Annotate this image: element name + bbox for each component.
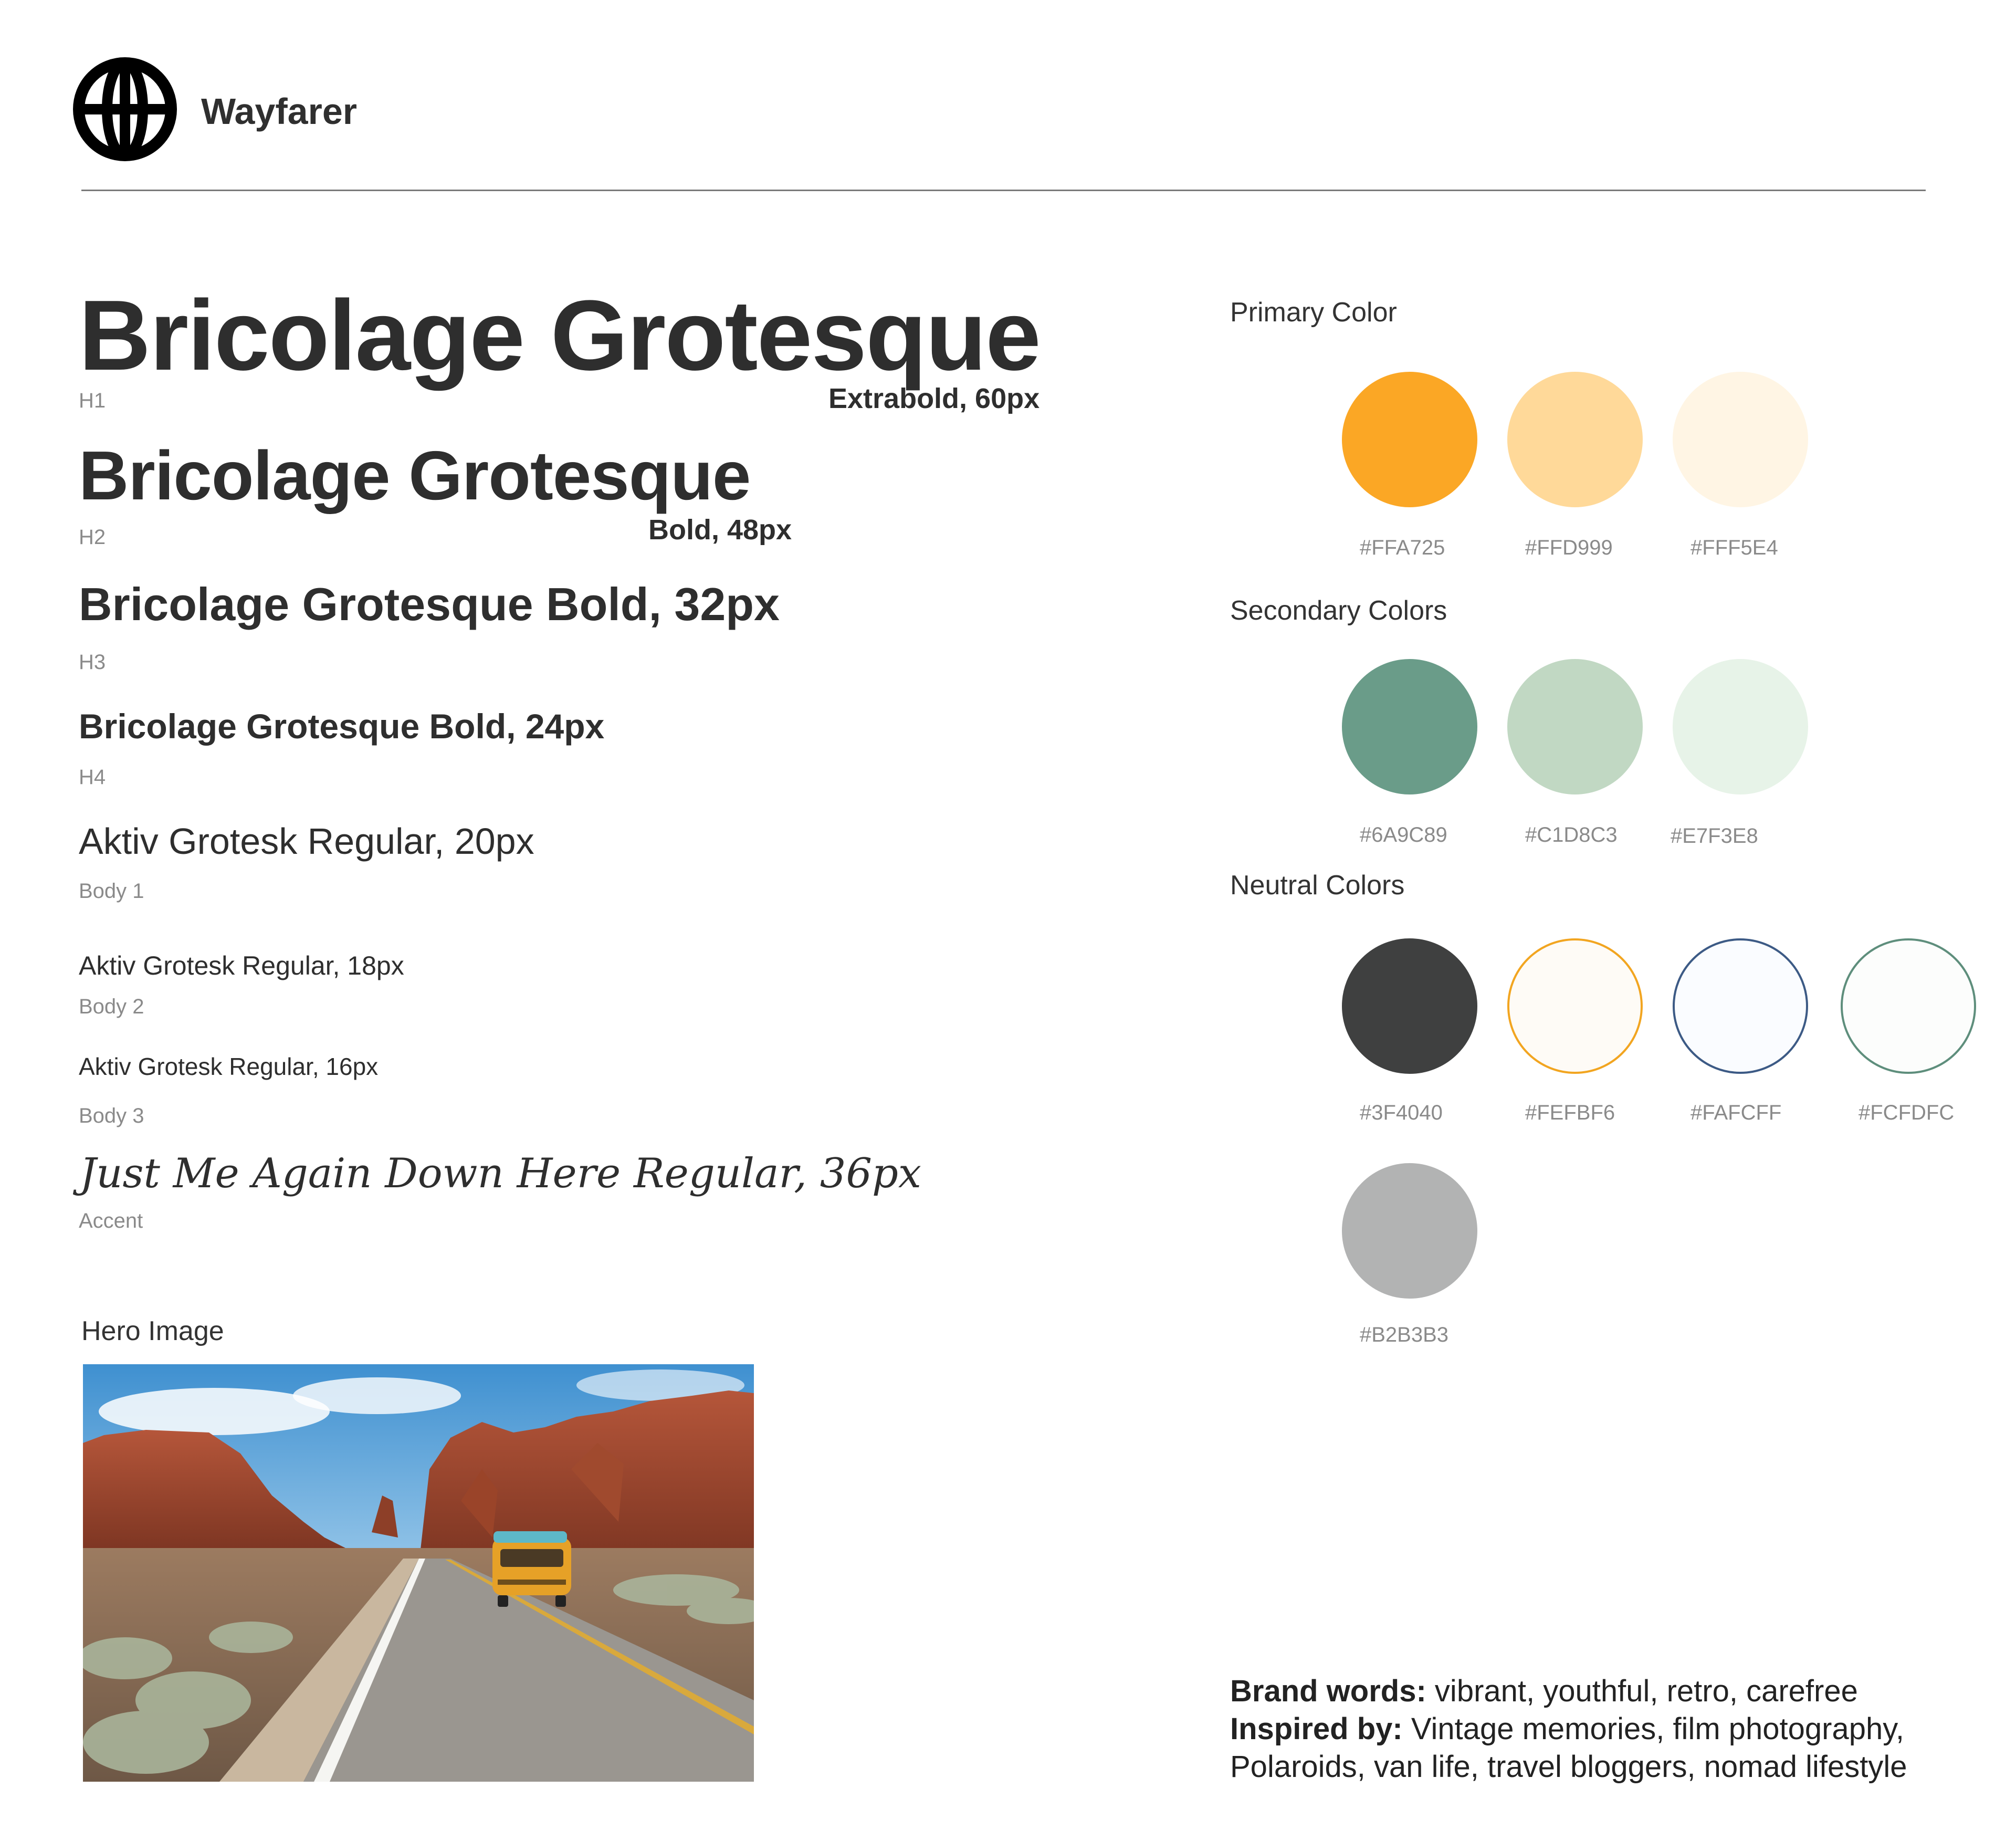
- h2-spec: Bold, 48px: [648, 514, 792, 546]
- brand-name: Wayfarer: [201, 91, 357, 132]
- hero-image: [83, 1364, 754, 1782]
- inspired-by-label: Inspired by:: [1230, 1712, 1403, 1746]
- accent-sample: Just Me Again Down Here Regular, 36px: [80, 1150, 921, 1197]
- hex-secondary-3: #E7F3E8: [1671, 824, 1758, 848]
- swatch-primary-2: [1507, 372, 1643, 507]
- swatch-neutral-2: [1507, 938, 1643, 1074]
- swatch-secondary-2: [1507, 659, 1643, 794]
- swatch-neutral-1: [1342, 938, 1477, 1074]
- brand-words-value: vibrant, youthful, retro, carefree: [1426, 1674, 1858, 1708]
- h1-sample: Bricolage Grotesque: [79, 280, 1040, 391]
- hex-primary-1: #FFA725: [1360, 536, 1445, 559]
- hex-neutral-1: #3F4040: [1360, 1101, 1443, 1124]
- inspired-by-value: Vintage memories, film photography, Polaroids, van life, travel bloggers, nomad lifestyle: [1230, 1712, 1907, 1784]
- brand-words-line: [1230, 1672, 1986, 1710]
- h3-sample: Bricolage Grotesque Bold, 32px: [79, 578, 780, 630]
- body3-sample: Aktiv Grotesk Regular, 16px: [79, 1053, 379, 1080]
- hero-image-label: Hero Image: [81, 1316, 224, 1346]
- hex-primary-3: #FFF5E4: [1690, 536, 1778, 559]
- neutral-colors-title: Neutral Colors: [1230, 870, 1405, 901]
- brand-words-label: Brand words:: [1230, 1674, 1426, 1708]
- globe-logo-icon: [72, 57, 177, 162]
- brand-words-block: [1230, 1672, 1986, 1786]
- swatch-primary-3: [1673, 372, 1808, 507]
- hex-primary-2: #FFD999: [1525, 536, 1613, 559]
- h2-sample: Bricolage Grotesque: [79, 437, 751, 514]
- hex-neutral-2: #FEFBF6: [1525, 1101, 1615, 1124]
- swatch-neutral-3: [1673, 938, 1808, 1074]
- accent-caption: Accent: [79, 1209, 143, 1232]
- hex-neutral-5: #B2B3B3: [1360, 1323, 1449, 1346]
- h1-spec: Extrabold, 60px: [828, 383, 1040, 414]
- swatch-secondary-3: [1673, 659, 1808, 794]
- swatch-primary-1: [1342, 372, 1477, 507]
- secondary-colors-title: Secondary Colors: [1230, 595, 1447, 626]
- hex-secondary-1: #6A9C89: [1360, 823, 1447, 846]
- hex-secondary-2: #C1D8C3: [1525, 823, 1618, 846]
- body1-caption: Body 1: [79, 880, 144, 903]
- swatch-neutral-5: [1342, 1163, 1477, 1299]
- h4-caption: H4: [79, 766, 106, 789]
- body3-caption: Body 3: [79, 1104, 144, 1127]
- h4-sample: Bricolage Grotesque Bold, 24px: [79, 707, 605, 746]
- body1-sample: Aktiv Grotesk Regular, 20px: [79, 821, 534, 862]
- swatch-neutral-4: [1841, 938, 1976, 1074]
- h3-caption: H3: [79, 651, 106, 674]
- hex-neutral-3: #FAFCFF: [1690, 1101, 1782, 1124]
- hex-neutral-4: #FCFDFC: [1858, 1101, 1955, 1124]
- h2-caption: H2: [79, 526, 106, 549]
- header-divider: [81, 190, 1926, 191]
- h1-caption: H1: [79, 389, 106, 412]
- inspired-by-line: [1230, 1710, 1986, 1786]
- swatch-secondary-1: [1342, 659, 1477, 794]
- body2-caption: Body 2: [79, 995, 144, 1018]
- primary-color-title: Primary Color: [1230, 297, 1397, 328]
- body2-sample: Aktiv Grotesk Regular, 18px: [79, 951, 404, 980]
